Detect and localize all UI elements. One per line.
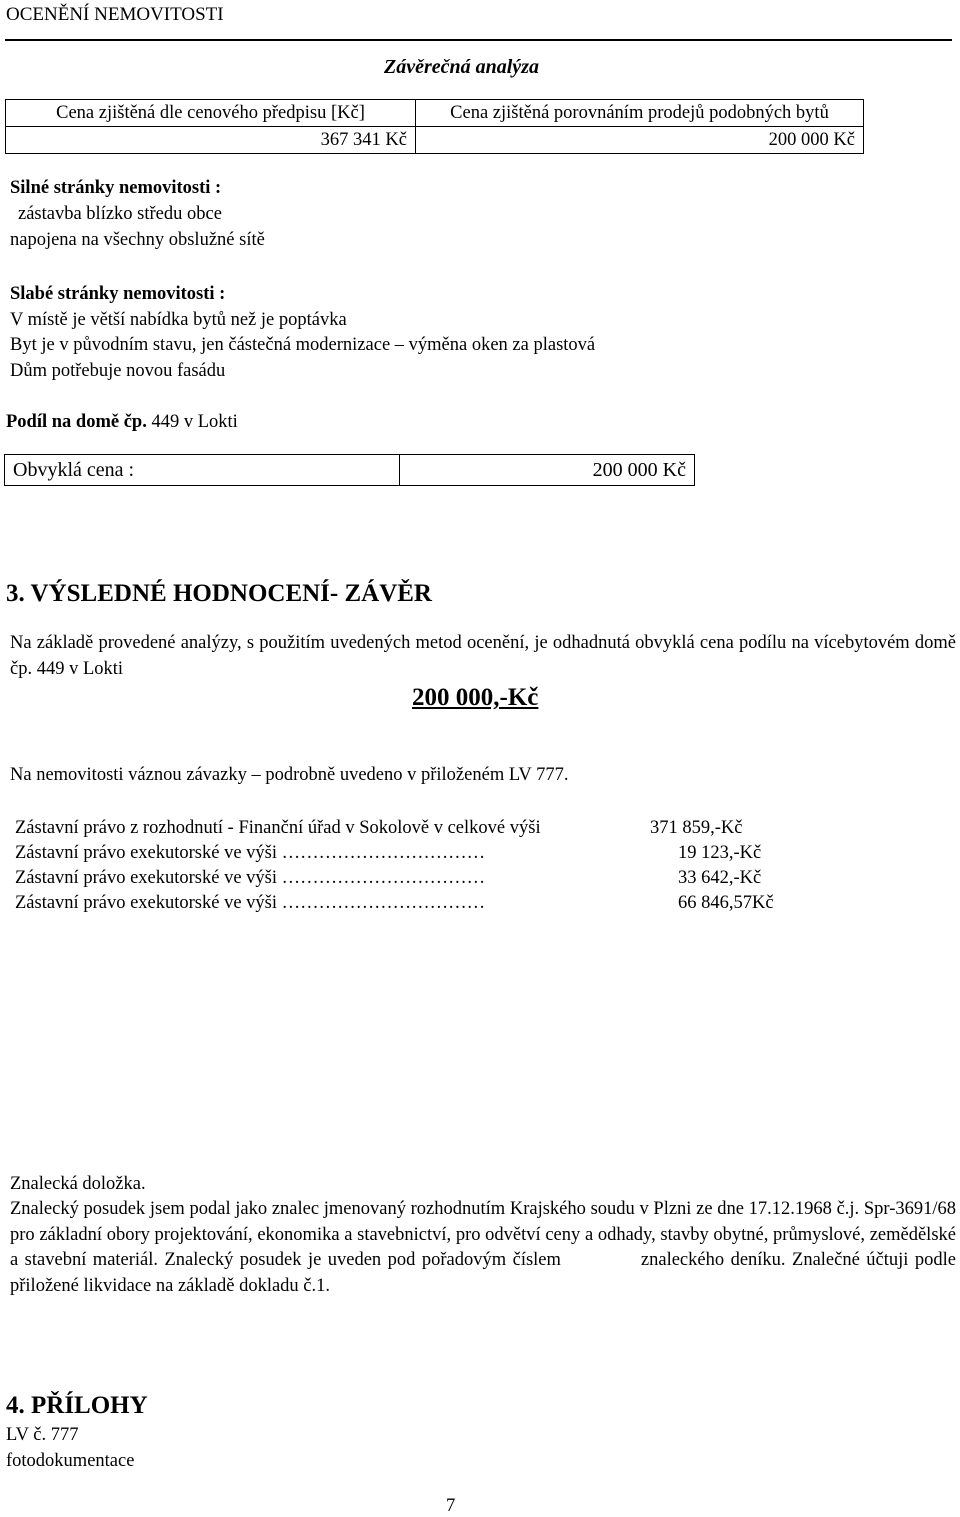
expert-heading: Znalecká doložka. (10, 1174, 146, 1194)
price-table (4, 454, 695, 486)
weakness-item: V místě je větší nabídka bytů než je poptávka (10, 310, 347, 330)
page-number: 7 (446, 1496, 456, 1516)
encumbrance-note: Na nemovitosti váznou závazky – podrobně uvedeno v přiloženém LV 777. (10, 765, 569, 785)
attachment-item: fotodokumentace (6, 1451, 135, 1471)
price-label: Obvyklá cena : (5, 455, 400, 486)
attachment-item: LV č. 777 (6, 1425, 79, 1445)
lien-value: 66 846,57Kč (678, 893, 774, 913)
strength-item: zástavba blízko středu obce (18, 204, 222, 224)
lien-text: Zástavní právo exekutorské ve výši …………………………… (15, 893, 486, 913)
page-header-title: OCENĚNÍ NEMOVITOSTI (6, 4, 224, 25)
weaknesses-heading: Slabé stránky nemovitosti : (10, 284, 226, 304)
analysis-title: Závěrečná analýza (384, 56, 539, 78)
price-value: 200 000 Kč (400, 455, 695, 486)
share-heading (6, 412, 238, 433)
analysis-col1-label: Cena zjištěná dle cenového předpisu [Kč] (6, 100, 416, 127)
analysis-col2-value: 200 000 Kč (416, 127, 864, 154)
section3-title: 3. VÝSLEDNÉ HODNOCENÍ- ZÁVĚR (6, 580, 432, 607)
header-rule (5, 39, 952, 41)
share-heading-rest: 449 v Lokti (146, 412, 238, 432)
analysis-col1-value: 367 341 Kč (6, 127, 416, 154)
share-heading-bold: Podíl na domě čp. (6, 412, 147, 432)
section4-title: 4. PŘÍLOHY (6, 1392, 148, 1419)
lien-value: 33 642,-Kč (678, 868, 762, 888)
final-value: 200 000,-Kč (412, 684, 539, 711)
expert-paragraph (10, 1197, 956, 1299)
weakness-item: Byt je v původním stavu, jen částečná modernizace – výměna oken za plastová (10, 335, 596, 355)
lien-value: 371 859,-Kč (650, 818, 743, 838)
lien-text: Zástavní právo z rozhodnutí - Finanční úřad v Sokolově v celkové výši (15, 818, 541, 838)
analysis-col2-label: Cena zjištěná porovnáním prodejů podobných bytů (416, 100, 864, 127)
strengths-heading: Silné stránky nemovitosti : (10, 178, 222, 198)
section3-paragraph: Na základě provedené analýzy, s použitím uvedených metod ocenění, je odhadnutá obvyklá cena podílu na vícebytovém domě čp. 449 v Lokti (10, 633, 956, 679)
weakness-item: Dům potřebuje novou fasádu (10, 361, 226, 381)
strength-item: napojena na všechny obslužné sítě (10, 230, 265, 250)
expert-paragraph-part1: Znalecký posudek jsem podal jako znalec jmenovaný rozhodnutím Krajského soudu v Plzni ze dne 17.12.1968 č.j. Spr-3691/68 pro základní obory projektování, ekonomika a stavebnictví, pro odvětví ceny a odhady, stavby obytné, průmyslové, zemědělské a stavební materiál. Znalecký posudek je uveden pod pořadovým číslem (10, 1199, 956, 1270)
analysis-table (5, 99, 864, 154)
lien-text: Zástavní právo exekutorské ve výši …………………………… (15, 868, 486, 888)
expert-paragraph-part2: znaleckého deníku. Znalečné účtuji podle přiložené likvidace na základě dokladu č.1. (10, 1250, 956, 1296)
lien-text: Zástavní právo exekutorské ve výši …………………………… (15, 843, 486, 863)
lien-value: 19 123,-Kč (678, 843, 762, 863)
